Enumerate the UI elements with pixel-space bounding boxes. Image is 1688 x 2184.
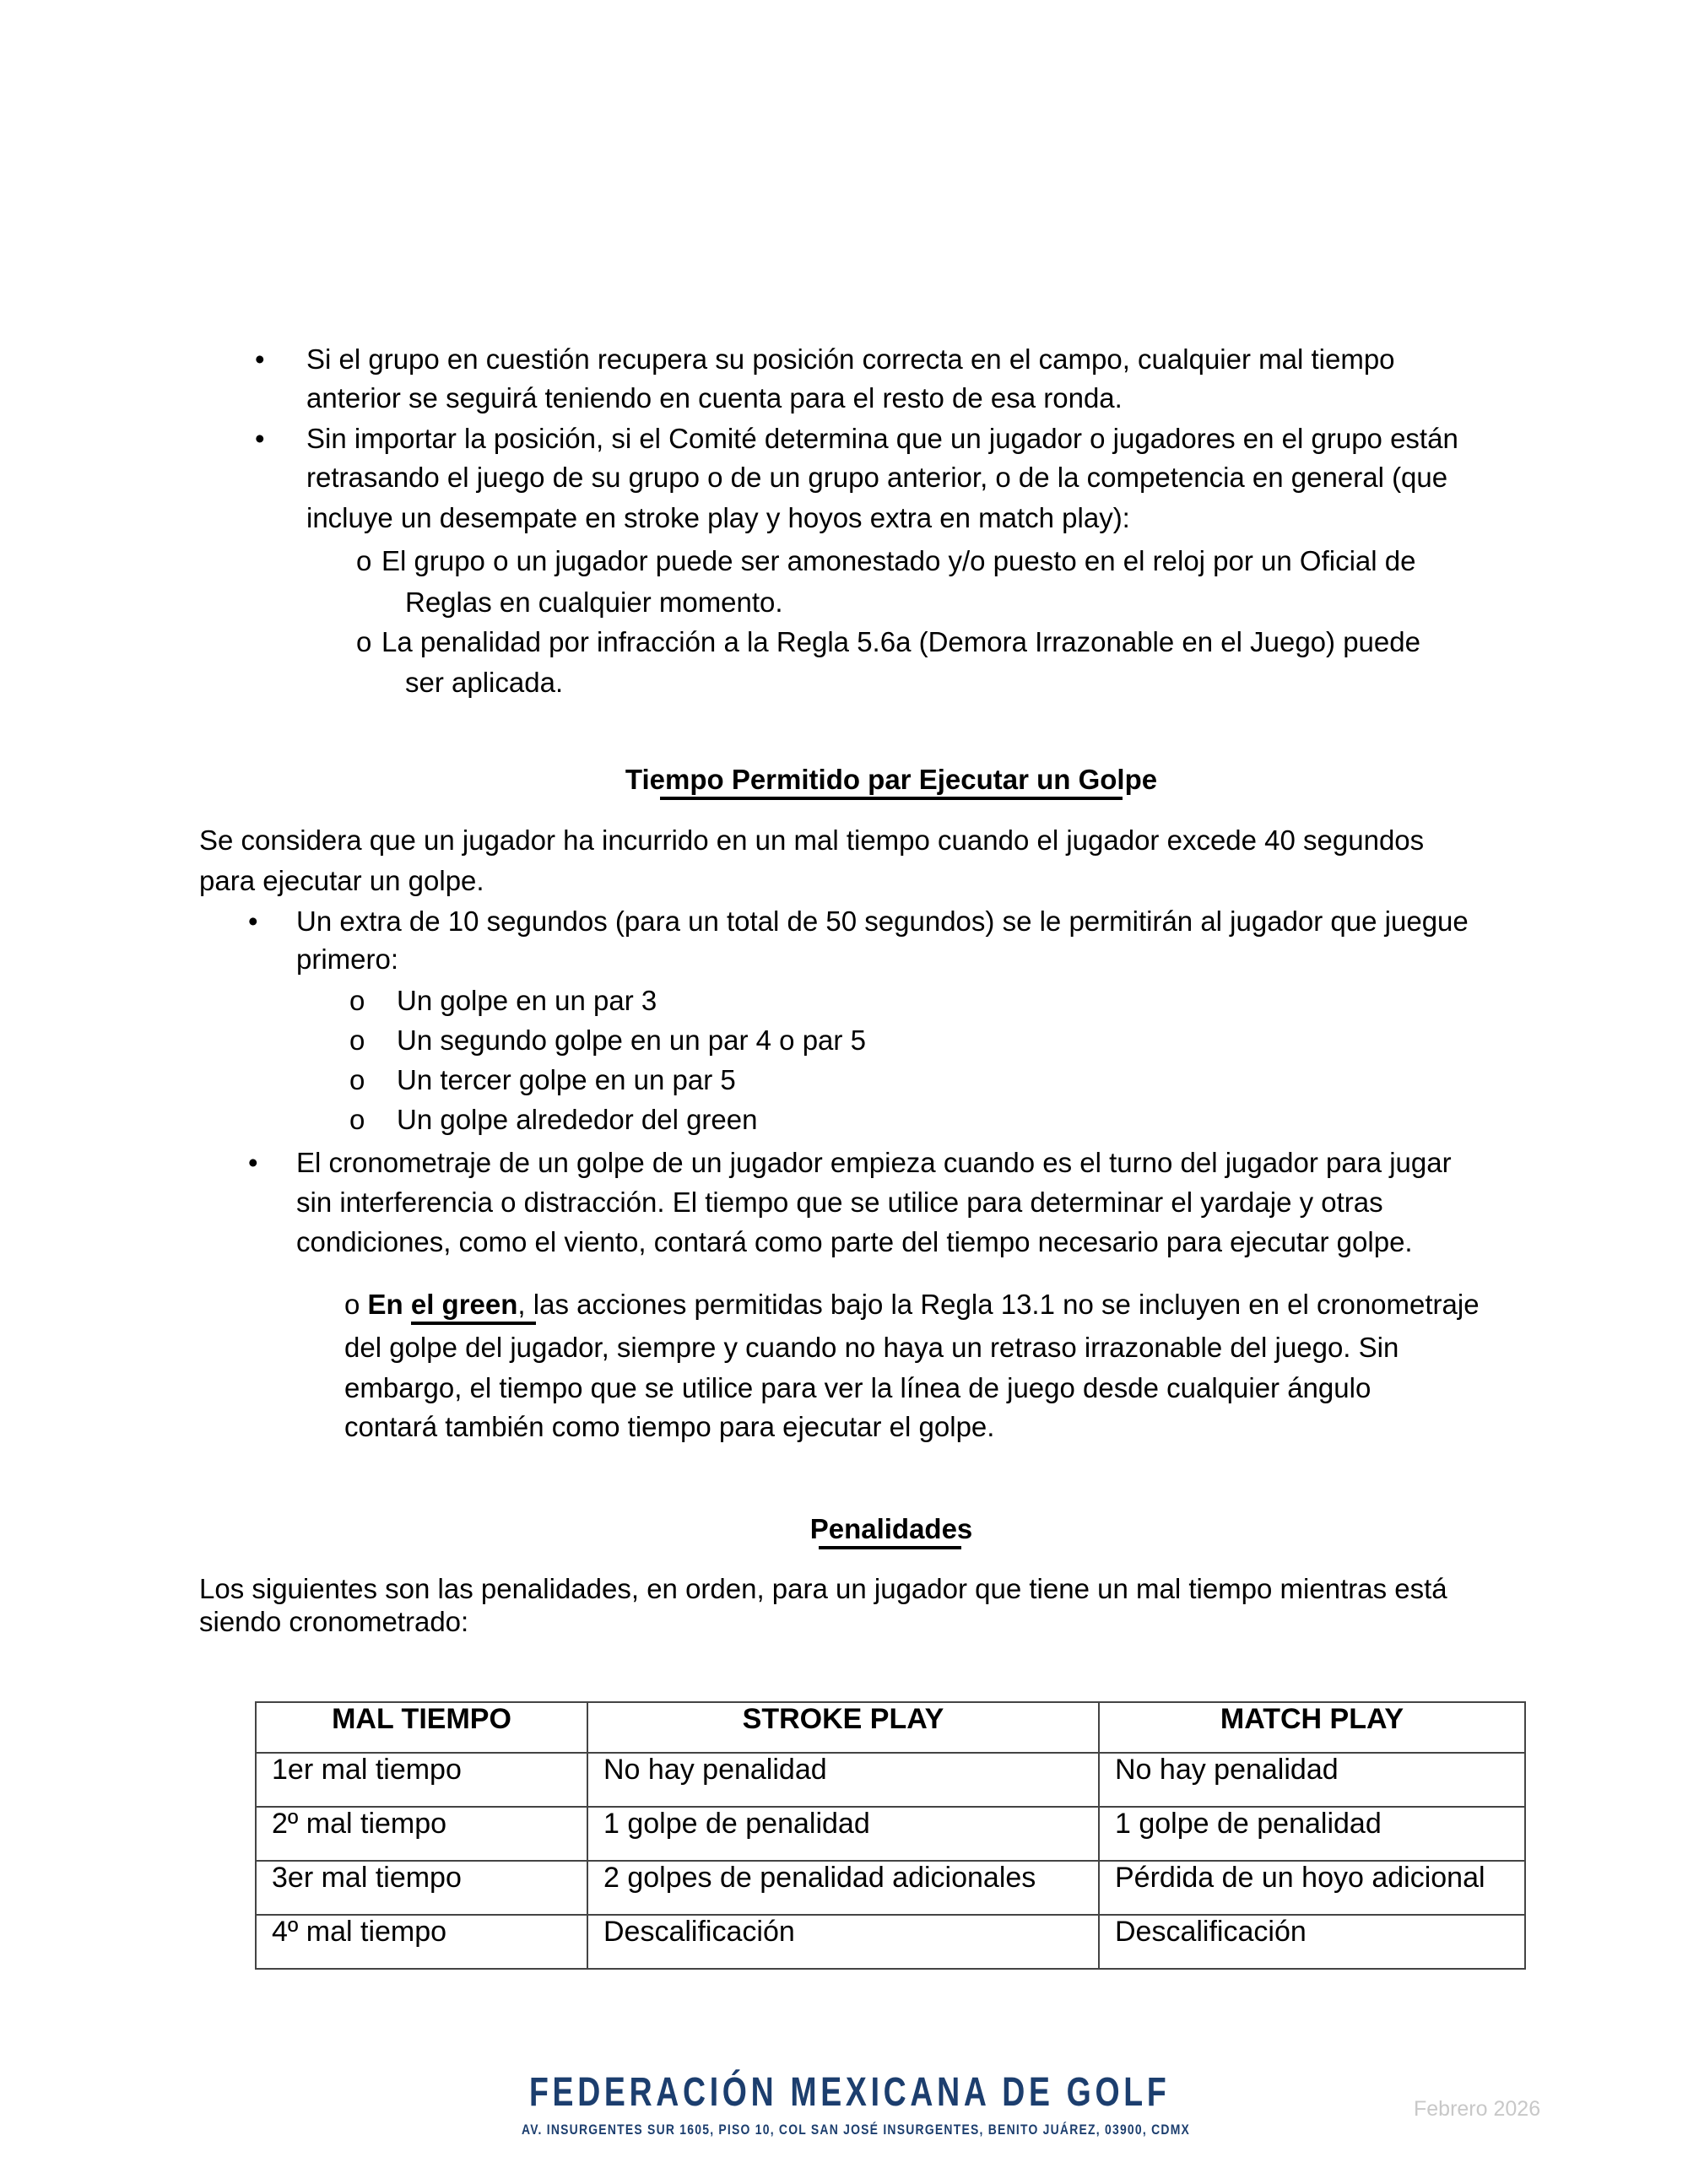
text-line: condiciones, como el viento, contará como parte del tiempo necesario para ejecutar golpe. bbox=[296, 1226, 1413, 1257]
table-cell: Descalificación bbox=[587, 1915, 1099, 1969]
text-line: Se considera que un jugador ha incurrido en un mal tiempo cuando el jugador excede 40 segundos bbox=[199, 824, 1425, 856]
text-line: para ejecutar un golpe. bbox=[199, 865, 484, 896]
list-item: Un golpe alrededor del green bbox=[397, 1104, 758, 1135]
text-line bbox=[344, 1288, 1480, 1322]
table-cell: 2º mal tiempo bbox=[256, 1807, 587, 1861]
text-line: El grupo o un jugador puede ser amonestado y/o puesto en el reloj por un Oficial de bbox=[381, 545, 1416, 576]
bullet-icon: • bbox=[255, 343, 265, 375]
penalties-table bbox=[255, 1701, 1526, 1970]
footer-date: Febrero 2026 bbox=[1414, 2097, 1541, 2121]
text-line: siendo cronometrado: bbox=[199, 1606, 469, 1637]
text-line: embargo, el tiempo que se utilice para ver la línea de juego desde cualquier ángulo bbox=[344, 1372, 1372, 1403]
text-line: Un extra de 10 segundos (para un total de 50 segundos) se le permitirán al jugador que juegue bbox=[296, 905, 1469, 937]
table-row bbox=[256, 1753, 1525, 1807]
bullet-icon: • bbox=[248, 1147, 258, 1178]
text-line: contará también como tiempo para ejecutar el golpe. bbox=[344, 1411, 995, 1442]
table-cell: Pérdida de un hoyo adicional bbox=[1099, 1861, 1525, 1915]
phrase-underline bbox=[411, 1322, 536, 1325]
bold-phrase: En el green bbox=[367, 1289, 518, 1320]
text-line: La penalidad por infracción a la Regla 5.6a (Demora Irrazonable en el Juego) puede bbox=[381, 626, 1420, 657]
column-header: STROKE PLAY bbox=[587, 1702, 1099, 1753]
text-line: Reglas en cualquier momento. bbox=[405, 587, 783, 618]
sub-bullet-icon: o bbox=[349, 1024, 365, 1056]
table-cell: 2 golpes de penalidad adicionales bbox=[587, 1861, 1099, 1915]
section-title: Penalidades bbox=[809, 1513, 973, 1544]
bullet-icon: • bbox=[248, 905, 258, 937]
list-item: Un golpe en un par 3 bbox=[397, 985, 657, 1016]
text-line: Los siguientes son las penalidades, en orden, para un jugador que tiene un mal tiempo mientras está bbox=[199, 1573, 1447, 1604]
text-line: Sin importar la posición, si el Comité determina que un jugador o jugadores en el grupo están bbox=[306, 423, 1458, 454]
table-cell: 1er mal tiempo bbox=[256, 1753, 587, 1807]
section-title: Tiempo Permitido par Ejecutar un Golpe bbox=[625, 764, 1158, 795]
table-header-row bbox=[256, 1702, 1525, 1753]
federation-logo-text: FEDERACIÓN MEXICANA DE GOLF bbox=[529, 2070, 1171, 2115]
title-underline bbox=[660, 797, 1123, 800]
text-line: sin interferencia o distracción. El tiempo que se utilice para determinar el yardaje y otras bbox=[296, 1187, 1383, 1218]
text-line: ser aplicada. bbox=[405, 667, 564, 698]
table-cell: 1 golpe de penalidad bbox=[1099, 1807, 1525, 1861]
bullet-icon: • bbox=[255, 423, 265, 454]
table-row bbox=[256, 1861, 1525, 1915]
table-cell: No hay penalidad bbox=[1099, 1753, 1525, 1807]
table-row bbox=[256, 1807, 1525, 1861]
sub-bullet-icon: o bbox=[349, 985, 365, 1016]
list-item: Un tercer golpe en un par 5 bbox=[397, 1064, 736, 1095]
column-header: MAL TIEMPO bbox=[256, 1702, 587, 1753]
sub-bullet-icon: o bbox=[344, 1289, 360, 1320]
text-line: retrasando el juego de su grupo o de un grupo anterior, o de la competencia en general (que bbox=[306, 462, 1448, 493]
text-line: Si el grupo en cuestión recupera su posición correcta en el campo, cualquier mal tiempo bbox=[306, 343, 1395, 375]
table-row bbox=[256, 1915, 1525, 1969]
text-span: , las acciones permitidas bajo la Regla 13.1 no se incluyen en el cronometraje bbox=[517, 1289, 1480, 1320]
text-line: del golpe del jugador, siempre y cuando no haya un retraso irrazonable del juego. Sin bbox=[344, 1332, 1399, 1363]
sub-bullet-icon: o bbox=[356, 545, 372, 576]
text-line: incluye un desempate en stroke play y hoyos extra en match play): bbox=[306, 502, 1130, 533]
table-cell: 3er mal tiempo bbox=[256, 1861, 587, 1915]
sub-bullet-icon: o bbox=[349, 1104, 365, 1135]
table-cell: Descalificación bbox=[1099, 1915, 1525, 1969]
list-item: Un segundo golpe en un par 4 o par 5 bbox=[397, 1024, 866, 1056]
footer-address: AV. INSURGENTES SUR 1605, PISO 10, COL SAN JOSÉ INSURGENTES, BENITO JUÁREZ, 03900, CDMX bbox=[522, 2122, 1191, 2138]
title-underline bbox=[819, 1546, 961, 1549]
table-cell: 4º mal tiempo bbox=[256, 1915, 587, 1969]
text-line: El cronometraje de un golpe de un jugador empieza cuando es el turno del jugador para jugar bbox=[296, 1147, 1452, 1178]
table-cell: 1 golpe de penalidad bbox=[587, 1807, 1099, 1861]
column-header: MATCH PLAY bbox=[1099, 1702, 1525, 1753]
sub-bullet-icon: o bbox=[356, 626, 372, 657]
sub-bullet-icon: o bbox=[349, 1064, 365, 1095]
text-line: anterior se seguirá teniendo en cuenta para el resto de esa ronda. bbox=[306, 382, 1123, 414]
table-cell: No hay penalidad bbox=[587, 1753, 1099, 1807]
text-line: primero: bbox=[296, 943, 399, 975]
